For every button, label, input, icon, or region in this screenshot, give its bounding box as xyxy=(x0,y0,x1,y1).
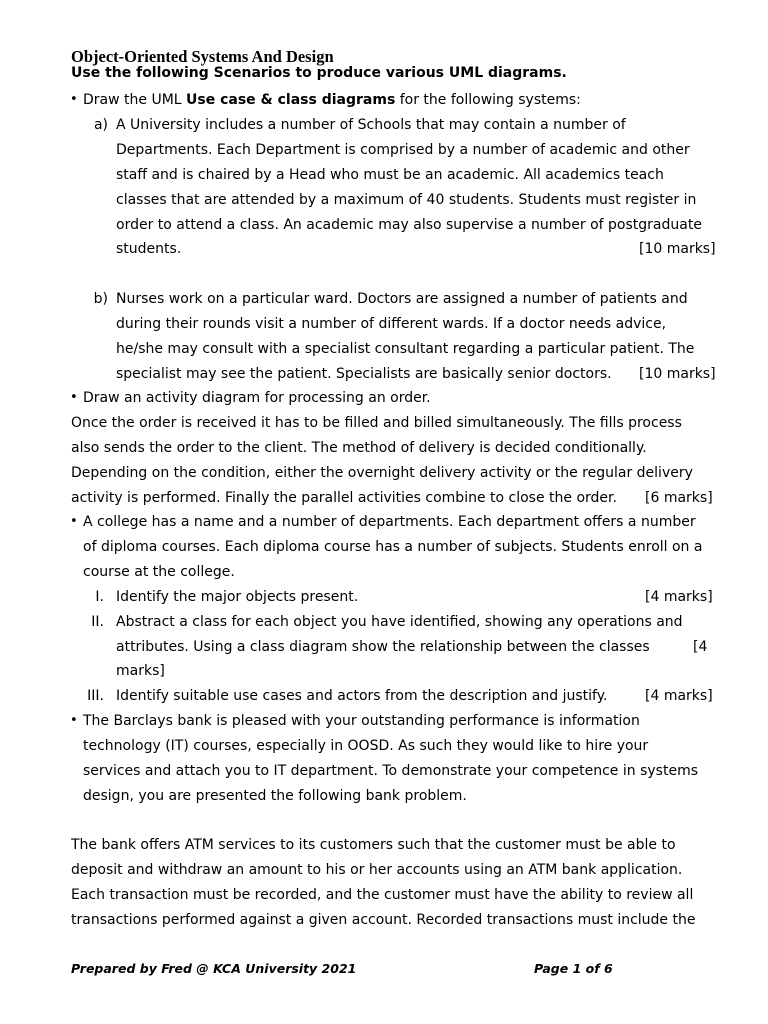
q1b-line: Nurses work on a particular ward. Doctors are assigned a number of patients and xyxy=(116,291,688,307)
footer-prepared-by: Prepared by Fred @ KCA University 2021 xyxy=(71,961,357,976)
q3-line: A college has a name and a number of departments. Each department offers a number xyxy=(83,514,696,530)
q2-marks: [6 marks] xyxy=(645,490,713,506)
q1b-line: he/she may consult with a specialist consultant regarding a particular patient. The xyxy=(116,341,695,357)
q3-ii-marks: [4 xyxy=(693,639,708,655)
q1b-marks: [10 marks] xyxy=(639,366,716,382)
q3-line: course at the college. xyxy=(83,564,235,580)
q3-i-text: Identify the major objects present. xyxy=(116,589,359,605)
q1-intro-post: for the following systems: xyxy=(395,92,581,108)
bullet-q2: • xyxy=(70,390,78,405)
q1-intro-pre: Draw the UML xyxy=(83,92,187,108)
q2-line: activity is performed. Finally the parallel activities combine to close the order. xyxy=(71,490,617,506)
q1a-line: students. xyxy=(116,241,182,257)
q3-i-marks: [4 marks] xyxy=(645,589,713,605)
q3-ii-line: attributes. Using a class diagram show the relationship between the classes xyxy=(116,639,650,655)
q1-intro-bold: Use case & class diagrams xyxy=(186,92,396,108)
q3-ii-line: Abstract a class for each object you have identified, showing any operations and xyxy=(116,614,683,630)
q4-para-line: transactions performed against a given account. Recorded transactions must include the xyxy=(71,912,696,928)
q4-line: services and attach you to IT department. To demonstrate your competence in systems xyxy=(83,763,698,779)
q1b-line: during their rounds visit a number of different wards. If a doctor needs advice, xyxy=(116,316,667,332)
document-subtitle: Use the following Scenarios to produce various UML diagrams. xyxy=(71,65,567,81)
q1a-line: order to attend a class. An academic may also supervise a number of postgraduate xyxy=(116,217,702,233)
q4-line: technology (IT) courses, especially in OOSD. As such they would like to hire your xyxy=(83,738,649,754)
q1a-label: a) xyxy=(93,117,108,133)
q4-para-line: The bank offers ATM services to its customers such that the customer must be able to xyxy=(71,837,676,853)
q3-i-label: I. xyxy=(95,589,104,605)
q1a-line: staff and is chaired by a Head who must be an academic. All academics teach xyxy=(116,167,664,183)
q1b-label: b) xyxy=(93,291,108,307)
q3-ii-label: II. xyxy=(91,614,104,630)
q1-intro xyxy=(83,91,581,109)
q4-line: The Barclays bank is pleased with your outstanding performance is information xyxy=(83,713,640,729)
q4-line: design, you are presented the following bank problem. xyxy=(83,788,467,804)
q2-line: Depending on the condition, either the overnight delivery activity or the regular delivery xyxy=(71,465,693,481)
q2-intro: Draw an activity diagram for processing an order. xyxy=(83,390,431,406)
q3-line: of diploma courses. Each diploma course has a number of subjects. Students enroll on a xyxy=(83,539,703,555)
q1a-line: Departments. Each Department is comprised by a number of academic and other xyxy=(116,142,690,158)
q3-iii-text: Identify suitable use cases and actors from the description and justify. xyxy=(116,688,608,704)
q2-line: Once the order is received it has to be filled and billed simultaneously. The fills process xyxy=(71,415,682,431)
footer-page-number: Page 1 of 6 xyxy=(534,961,613,976)
document-title: Object-Oriented Systems And Design xyxy=(71,47,334,66)
q1a-line: A University includes a number of Schools that may contain a number of xyxy=(116,117,626,133)
bullet-q3: • xyxy=(70,514,78,529)
q1b-line: specialist may see the patient. Specialists are basically senior doctors. xyxy=(116,366,612,382)
bullet-q4: • xyxy=(70,713,78,728)
q4-para-line: Each transaction must be recorded, and the customer must have the ability to review all xyxy=(71,887,694,903)
q2-line: also sends the order to the client. The method of delivery is decided conditionally. xyxy=(71,440,647,456)
q3-iii-label: III. xyxy=(87,688,104,704)
bullet-q1: • xyxy=(70,92,78,107)
q3-ii-line: marks] xyxy=(116,663,165,679)
q1a-marks: [10 marks] xyxy=(639,241,716,257)
q4-para-line: deposit and withdraw an amount to his or her accounts using an ATM bank application. xyxy=(71,862,683,878)
q3-iii-marks: [4 marks] xyxy=(645,688,713,704)
q1a-line: classes that are attended by a maximum of 40 students. Students must register in xyxy=(116,192,697,208)
